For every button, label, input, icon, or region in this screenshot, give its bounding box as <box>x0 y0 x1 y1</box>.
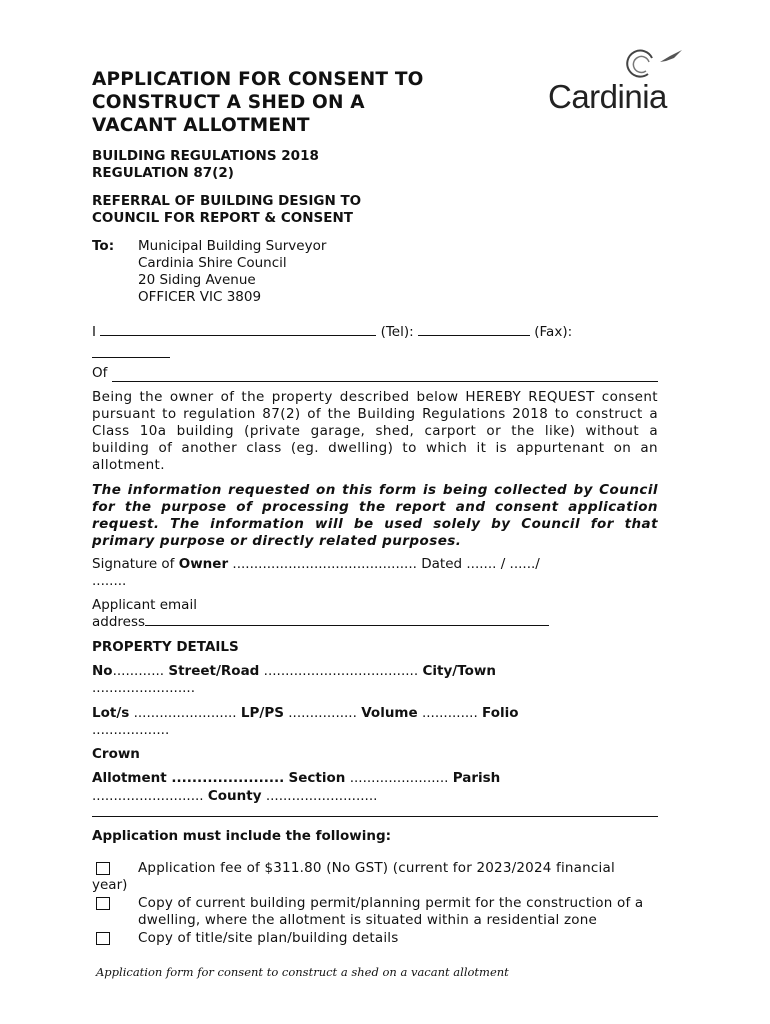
street-field[interactable]: .................................... <box>263 663 419 679</box>
signature-field[interactable]: ........................................... <box>232 556 417 572</box>
tel-label: (Tel): <box>380 324 414 340</box>
fee-item-text-cont: year) <box>92 877 128 893</box>
address-line: Municipal Building Surveyor <box>138 238 327 254</box>
section-field[interactable]: ....................... <box>349 770 449 786</box>
checkbox-fee[interactable] <box>96 862 110 875</box>
lp-field[interactable]: ................ <box>288 705 357 721</box>
title-line: CONSTRUCT A SHED ON A <box>92 92 365 113</box>
city-field[interactable]: ........................ <box>92 680 195 696</box>
folio-field[interactable]: .................. <box>92 722 170 738</box>
page-footer: Application form for consent to construct a shed on a vacant allotment <box>96 965 509 979</box>
email-field[interactable] <box>145 625 549 626</box>
address-line: Cardinia Shire Council <box>138 255 287 271</box>
checkbox-title[interactable] <box>96 932 110 945</box>
cardinia-logo <box>548 44 688 114</box>
form-title <box>92 68 512 137</box>
fax-label: (Fax): <box>534 324 573 340</box>
section-label: Section <box>288 770 346 786</box>
dated-tail: ........ <box>92 573 127 589</box>
to-label: To: <box>92 238 115 254</box>
county-field[interactable]: .......................... <box>265 788 378 804</box>
street-label: Street/Road <box>168 663 260 679</box>
applicant-line <box>92 324 658 341</box>
regulation-line: BUILDING REGULATIONS 2018 <box>92 148 319 164</box>
fax-line <box>92 341 658 363</box>
signature-label: Signature of <box>92 556 175 572</box>
no-label: No <box>92 663 113 679</box>
title-line: APPLICATION FOR CONSENT TO <box>92 69 424 90</box>
lot-line <box>92 705 658 722</box>
regulation-line: REGULATION 87(2) <box>92 165 234 181</box>
fee-item-text: Application fee of $311.80 (No GST) (current for 2023/2024 financial <box>138 860 615 876</box>
checkbox-permit[interactable] <box>96 897 110 910</box>
crown-text: Crown <box>92 746 140 762</box>
permit-item-text: Copy of current building permit/planning permit for the construction of a dwelling, where the allotment is situated within a residential zone <box>138 895 644 928</box>
of-line <box>92 365 658 382</box>
section-divider <box>92 816 658 817</box>
title-item-text: Copy of title/site plan/building details <box>138 930 399 946</box>
allotment-line <box>92 770 658 787</box>
county-label: County <box>207 788 262 804</box>
title-line: VACANT ALLOTMENT <box>92 115 310 136</box>
no-field[interactable]: ............ <box>112 663 165 679</box>
street-line <box>92 663 658 680</box>
volume-label: Volume <box>361 705 418 721</box>
tel-field[interactable] <box>418 335 530 336</box>
crown-label <box>92 746 658 763</box>
volume-field[interactable]: ............. <box>421 705 478 721</box>
of-field[interactable] <box>112 381 658 382</box>
allotment-label[interactable]: Allotment ...................... <box>92 770 285 786</box>
property-heading: PROPERTY DETAILS <box>92 639 239 655</box>
address-line: OFFICER VIC 3809 <box>138 289 262 305</box>
parish-field[interactable]: .......................... <box>92 788 204 804</box>
name-field[interactable] <box>100 335 376 336</box>
address-label: address <box>92 614 146 630</box>
county-line <box>92 788 658 805</box>
lp-label: LP/PS <box>240 705 284 721</box>
city-label: City/Town <box>422 663 496 679</box>
address-line: 20 Siding Avenue <box>138 272 256 288</box>
requirements-heading: Application must include the following: <box>92 828 392 844</box>
privacy-statement: The information requested on this form is being collected by Council for the purpose of processing the report and consent application request. The information will be used solely by Council for that primary purpose or directly related purposes. <box>92 482 658 549</box>
parish-label: Parish <box>452 770 501 786</box>
email-label: Applicant email <box>92 597 197 613</box>
fax-field[interactable] <box>92 341 170 358</box>
referral-line: REFERRAL OF BUILDING DESIGN TO <box>92 193 362 209</box>
referral-heading <box>92 193 361 227</box>
referral-line: COUNCIL FOR REPORT & CONSENT <box>92 210 353 226</box>
dated-field[interactable]: Dated ....... / ....../ <box>421 556 540 572</box>
signature-line <box>92 556 658 573</box>
i-label: I <box>92 324 96 340</box>
lot-label: Lot/s <box>92 705 130 721</box>
logo-text: Cardinia <box>548 78 667 115</box>
email-line <box>92 614 658 631</box>
council-address <box>138 238 326 306</box>
folio-label: Folio <box>482 705 519 721</box>
regulation-heading <box>92 148 319 182</box>
owner-label: Owner <box>178 556 229 572</box>
request-paragraph: Being the owner of the property described below HEREBY REQUEST consent pursuant to regulation 87(2) of the Building Regulations 2018 to construct a Class 10a building (private garage, shed, carport or the like) without a building of another class (eg. dwelling) to which it is appurtenant on an allotment. <box>92 389 658 473</box>
lot-field[interactable]: ........................ <box>133 705 237 721</box>
of-label: Of <box>92 365 108 381</box>
